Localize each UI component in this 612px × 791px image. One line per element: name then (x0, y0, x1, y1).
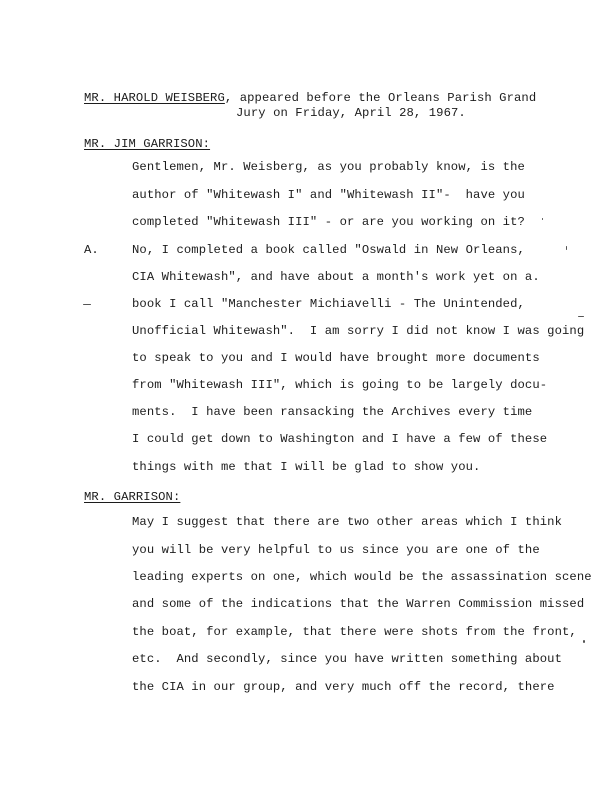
header-line-1 (84, 91, 536, 105)
paragraph-line: and some of the indications that the Warren Commission missed (132, 597, 585, 611)
paragraph-line: May I suggest that there are two other areas which I think (132, 515, 562, 529)
paragraph-line: things with me that I will be glad to show you. (132, 460, 481, 474)
paragraph-line: author of "Whitewash I" and "Whitewash II"- have you (132, 188, 525, 202)
paragraph-line: ments. I have been ransacking the Archives every time (132, 405, 533, 419)
paragraph-line: book I call "Manchester Michiavelli - The Unintended, (132, 297, 525, 311)
paragraph-line: Gentlemen, Mr. Weisberg, as you probably know, is the (132, 160, 525, 174)
paragraph-line: from "Whitewash III", which is going to be largely docu- (132, 378, 548, 392)
paragraph-line: etc. And secondly, since you have written something about (132, 652, 562, 666)
speaker-heading-garrison: MR. GARRISON: (84, 490, 181, 504)
scan-speck (583, 640, 585, 643)
paragraph-line: you will be very helpful to us since you are one of the (132, 543, 540, 557)
speaker-heading-jim-garrison: MR. JIM GARRISON: (84, 137, 211, 151)
answer-marker: A. (84, 243, 99, 257)
paragraph-line: leading experts on one, which would be the assassination scene (132, 570, 592, 584)
witness-name: MR. HAROLD WEISBERG (84, 91, 225, 105)
paragraph-line: CIA Whitewash", and have about a month's work yet on a. (132, 270, 540, 284)
paragraph-line: to speak to you and I would have brought more documents (132, 351, 540, 365)
paragraph-line: the CIA in our group, and very much off the record, there (132, 680, 555, 694)
paragraph-line: the boat, for example, that there were shots from the front, (132, 625, 577, 639)
scan-speck (83, 304, 91, 305)
paragraph-line: completed "Whitewash III" - or are you working on it? (132, 215, 525, 229)
paragraph-line: Unofficial Whitewash". I am sorry I did not know I was going (132, 324, 585, 338)
header-line-2: Jury on Friday, April 28, 1967. (236, 106, 466, 120)
paragraph-line: I could get down to Washington and I have a few of these (132, 432, 548, 446)
scan-speck (566, 246, 567, 250)
paragraph-line: No, I completed a book called "Oswald in New Orleans, (132, 243, 525, 257)
header-line-1-rest: , appeared before the Orleans Parish Grand (224, 91, 537, 105)
scan-speck (578, 316, 584, 317)
scan-speck (542, 218, 543, 220)
